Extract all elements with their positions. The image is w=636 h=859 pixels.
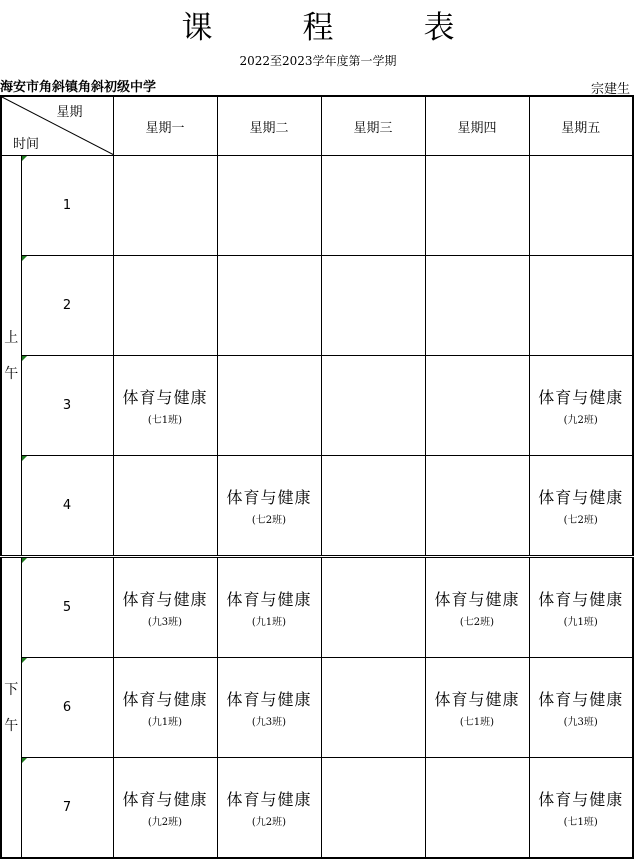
course-name: 体育与健康 (434, 590, 520, 609)
session-char: 下 (4, 681, 19, 698)
course-name: 体育与健康 (538, 590, 624, 609)
cell-corner-mark (22, 658, 27, 663)
schedule-cell (217, 758, 321, 859)
schedule-cell (321, 356, 425, 456)
class-name: (七2班) (459, 617, 495, 628)
period-row (1, 456, 633, 557)
period-row (1, 356, 633, 456)
class-name: (七1班) (563, 817, 598, 828)
schedule-cell (113, 156, 217, 256)
cell-corner-mark (22, 456, 27, 461)
cell-corner-mark (22, 758, 27, 763)
title-char: 表 (423, 9, 455, 46)
schedule-cell (425, 256, 529, 356)
period-label: 5 (62, 600, 72, 615)
course-name: 体育与健康 (226, 488, 312, 507)
session-char: 午 (4, 717, 19, 734)
period-row (1, 658, 633, 758)
schedule-cell (529, 356, 633, 456)
schedule-cell (217, 156, 321, 256)
schedule-cell (529, 658, 633, 758)
day-header: 星期三 (321, 96, 425, 156)
period-number (21, 557, 113, 658)
corner-header (1, 96, 113, 156)
teacher-name: 宗建生 (590, 82, 630, 97)
schedule-cell (217, 456, 321, 557)
period-number (21, 356, 113, 456)
schedule-cell (113, 256, 217, 356)
schedule-cell (425, 356, 529, 456)
class-name: (七1班) (459, 717, 495, 728)
course-name: 体育与健康 (226, 690, 312, 709)
schedule-cell (113, 658, 217, 758)
period-number (21, 758, 113, 859)
course-name: 体育与健康 (122, 790, 208, 809)
title-char: 课 (181, 9, 213, 46)
class-name: (七2班) (251, 515, 287, 526)
schedule-cell (321, 156, 425, 256)
class-name: (九2班) (147, 817, 183, 828)
course-name: 体育与健康 (122, 590, 208, 609)
class-name: (九3班) (147, 617, 183, 628)
schedule-cell (529, 758, 633, 859)
course-name: 体育与健康 (538, 690, 624, 709)
schedule-cell (217, 256, 321, 356)
period-label: 7 (62, 800, 72, 815)
schedule-cell (321, 456, 425, 557)
timetable (0, 95, 634, 859)
schedule-cell (217, 658, 321, 758)
session-chars (2, 672, 21, 744)
schedule-cell (529, 456, 633, 557)
class-name: (九1班) (563, 617, 598, 628)
session-char: 上 (4, 329, 19, 346)
schedule-cell (321, 658, 425, 758)
term-subtitle: 2022至2023学年度第一学期 (239, 54, 397, 68)
class-name: (九3班) (251, 717, 287, 728)
session-label-morning (1, 156, 21, 557)
session-char: 午 (4, 365, 19, 382)
schedule-cell (113, 557, 217, 658)
period-label: 6 (62, 700, 72, 715)
course-name: 体育与健康 (538, 790, 624, 809)
class-name: (九2班) (563, 415, 598, 426)
schedule-cell (425, 758, 529, 859)
period-row (1, 256, 633, 356)
course-name: 体育与健康 (538, 488, 624, 507)
class-name: (七2班) (563, 515, 598, 526)
schedule-cell (113, 456, 217, 557)
schedule-cell (529, 256, 633, 356)
class-name: (九1班) (251, 617, 287, 628)
course-name: 体育与健康 (434, 690, 520, 709)
day-header: 星期五 (529, 96, 633, 156)
cell-corner-mark (22, 558, 27, 563)
cell-corner-mark (22, 156, 27, 161)
course-name: 体育与健康 (226, 590, 312, 609)
schedule-cell (425, 456, 529, 557)
course-name: 体育与健康 (226, 790, 312, 809)
class-name: (九2班) (251, 817, 287, 828)
period-label: 2 (62, 298, 72, 313)
day-header: 星期一 (113, 96, 217, 156)
page-title (0, 4, 636, 44)
course-name: 体育与健康 (122, 690, 208, 709)
period-number (21, 256, 113, 356)
session-label-afternoon (1, 557, 21, 859)
session-chars (2, 320, 21, 392)
period-number (21, 658, 113, 758)
period-row (1, 156, 633, 256)
school-name: 海安市角斜镇角斜初级中学 (0, 80, 157, 95)
title-char: 程 (302, 9, 334, 46)
schedule-cell (529, 557, 633, 658)
schedule-cell (321, 758, 425, 859)
schedule-cell (425, 658, 529, 758)
day-header: 星期二 (217, 96, 321, 156)
schedule-cell (113, 758, 217, 859)
period-label: 1 (62, 198, 72, 213)
day-header: 星期四 (425, 96, 529, 156)
period-number (21, 456, 113, 557)
schedule-cell (113, 356, 217, 456)
class-name: (九1班) (147, 717, 183, 728)
course-name: 体育与健康 (122, 388, 208, 407)
schedule-cell (217, 557, 321, 658)
schedule-cell (217, 356, 321, 456)
corner-week-label: 星期 (56, 105, 83, 120)
corner-time-label: 时间 (13, 137, 40, 152)
cell-corner-mark (22, 256, 27, 261)
course-name: 体育与健康 (538, 388, 624, 407)
period-row (1, 758, 633, 859)
period-number (21, 156, 113, 256)
class-name: (七1班) (147, 415, 183, 426)
schedule-cell (425, 557, 529, 658)
schedule-cell (425, 156, 529, 256)
schedule-cell (321, 557, 425, 658)
schedule-cell (321, 256, 425, 356)
header-row (1, 96, 633, 156)
period-label: 4 (62, 498, 72, 513)
period-row (1, 557, 633, 658)
schedule-cell (529, 156, 633, 256)
cell-corner-mark (22, 356, 27, 361)
period-label: 3 (62, 398, 72, 413)
class-name: (九3班) (563, 717, 598, 728)
